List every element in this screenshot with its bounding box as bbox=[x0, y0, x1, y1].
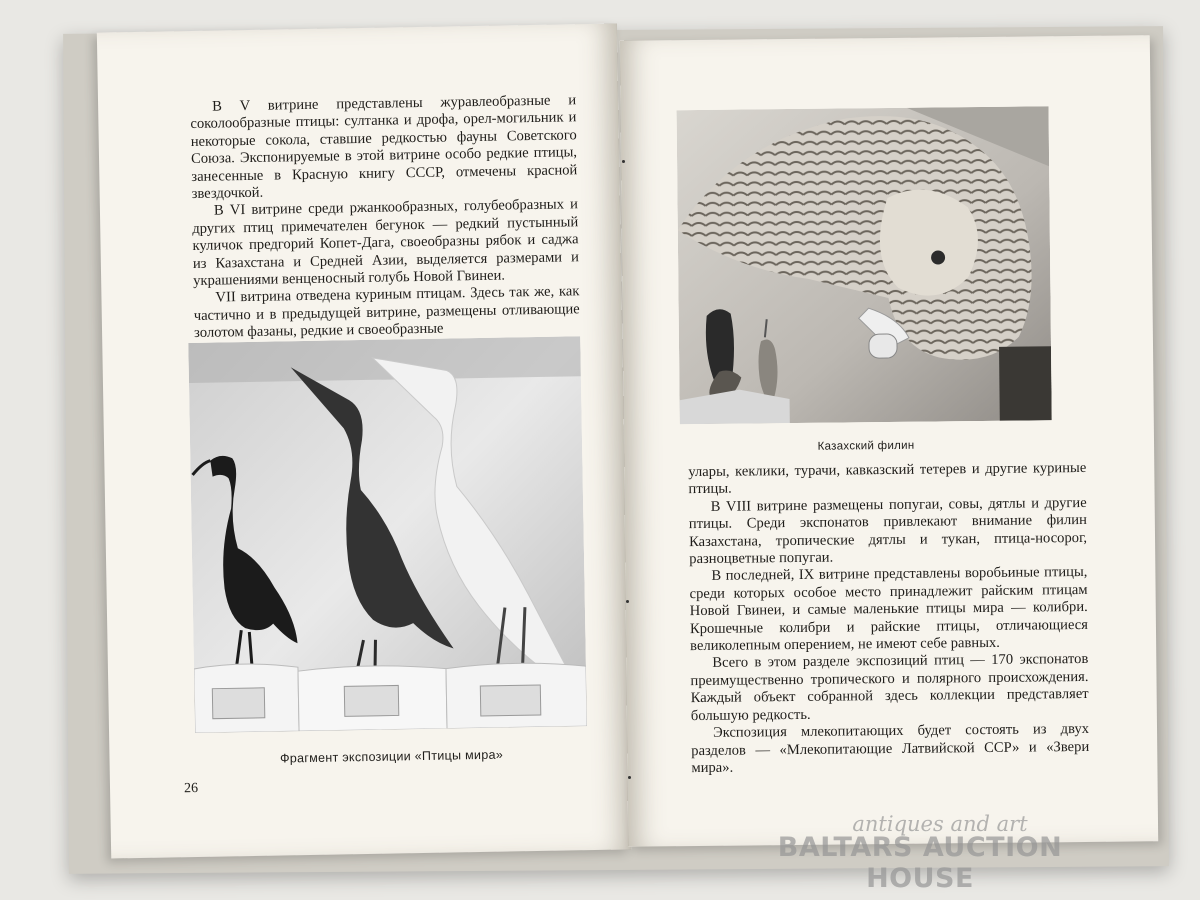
right-page-text bbox=[688, 460, 1089, 777]
left-page bbox=[97, 24, 631, 859]
birds-exhibit-photo bbox=[188, 336, 587, 733]
staple-hole bbox=[628, 776, 631, 779]
paragraph: В VIII витрине размещены попугаи, совы, дятлы и другие птицы. Среди экспонатов привлекают внимание филин Казахстана, тропические дятлы и тукан, птица-носорог, разноцветные попугаи. bbox=[688, 494, 1088, 568]
owl-photo bbox=[677, 106, 1052, 424]
left-page-text bbox=[190, 92, 580, 342]
paragraph: Экспозиция млекопитающих будет состоять из двух разделов — «Млекопитающие Латвийской ССР» и «Звери мира». bbox=[691, 721, 1090, 776]
paragraph: В VI витрине среди ржанкообразных, голубеобразных и других птиц примечателен бегунок — редкий пустынный куличок предгорий Копет-Дага, своеобразны рябок и саджа из Казахстана и Средней Азии, выделяется размерами и украшениями венценосный голубь Новой Гвинеи. bbox=[192, 196, 579, 290]
paragraph: Всего в этом разделе экспозиций птиц — 170 экспонатов преимущественно тропического и полярного происхождения. Каждый объект собранной здесь коллекции представляет большую редкость. bbox=[690, 651, 1089, 724]
watermark-tagline: antiques and art bbox=[852, 812, 1028, 836]
auction-house-watermark bbox=[720, 812, 1120, 894]
paragraph: VII витрина отведена куриным птицам. Здесь так же, как частично и в предыдущей витрине, размещены отливающие золотом фазаны, редкие и своеобразные bbox=[193, 283, 580, 342]
right-page bbox=[620, 35, 1158, 847]
staple-hole bbox=[626, 600, 629, 603]
page-number: 26 bbox=[183, 780, 199, 797]
photo-caption: Фрагмент экспозиции «Птицы мира» bbox=[279, 747, 504, 766]
staple-hole bbox=[622, 160, 625, 163]
paragraph: В последней, IX витрине представлены воробьиные птицы, среди которых особое место принадлежит райским птицам Новой Гвинеи, и самые маленькие птицы мира — колибри. Крошечные колибри и райские птицы, отличающиеся великолепным оперением, не имеют себе равных. bbox=[689, 564, 1089, 655]
photo-caption: Казахский филин bbox=[817, 439, 915, 453]
watermark-name: BALTARS AUCTION HOUSE bbox=[777, 832, 1063, 894]
paragraph: улары, кеклики, турачи, кавказский тетерев и другие куриные птицы. bbox=[688, 459, 1087, 498]
paragraph: В V витрине представлены журавлеобразные и соколообразные птицы: султанка и дрофа, орел-могильник и некоторые сокола, ставшие редкостью фауны Советского Союза. Экспонируемые в этой витрине особо редкие птицы, занесенные в Красную книгу СССР, отмечены красной звездочкой. bbox=[190, 92, 578, 203]
